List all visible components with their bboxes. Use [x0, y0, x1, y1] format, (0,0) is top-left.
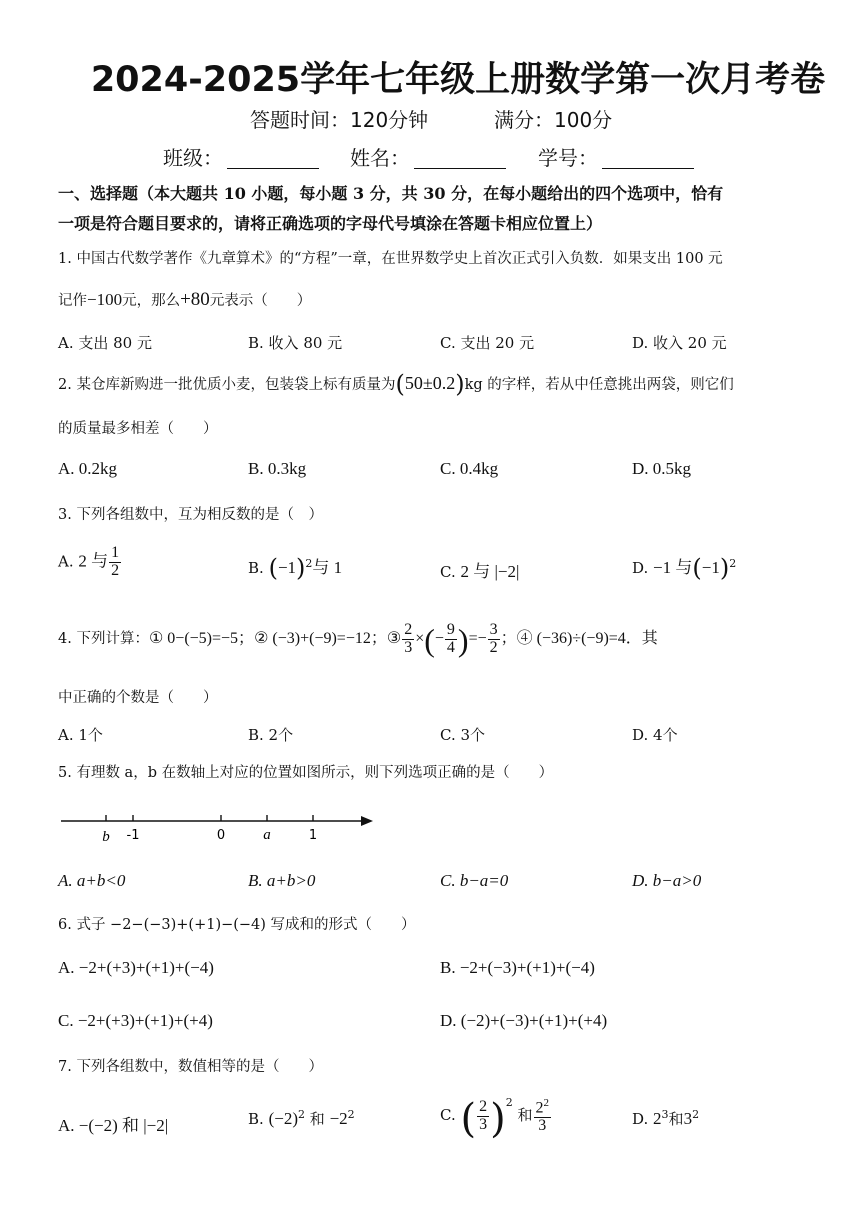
id-blank[interactable]: [602, 148, 694, 169]
q2-option-a[interactable]: A. 0.2kg: [58, 459, 118, 478]
q2-stem-line1: 2. 某仓库新购进一批优质小麦，包装袋上标有质量为(50±0.2)kg 的字样，若从中任意挑出两袋，则它们: [58, 370, 734, 398]
exam-score: 满分：100分: [494, 108, 613, 132]
name-field[interactable]: [350, 142, 506, 171]
q4-option-b[interactable]: B. 2个: [248, 726, 294, 744]
class-label: 班级：: [163, 146, 223, 170]
number-line: [55, 808, 385, 848]
q1-option-d[interactable]: D. 收入 20 元: [632, 334, 727, 352]
id-label: 学号：: [538, 146, 598, 170]
q2-option-d[interactable]: D. 0.5kg: [632, 459, 692, 478]
q3-option-c[interactable]: C. 2 与 |−2|: [440, 562, 520, 581]
class-field[interactable]: [163, 142, 319, 171]
q7-option-a[interactable]: A. −(−2) 和 |−2|: [58, 1116, 169, 1135]
axis-label-1: 1: [308, 828, 318, 843]
q1-mid: 元，那么: [122, 293, 181, 309]
number-line-arrow: [361, 816, 373, 826]
exam-title: 2024-2025学年七年级上册数学第一次月考卷: [90, 60, 826, 100]
id-field[interactable]: [538, 142, 694, 171]
name-blank[interactable]: [414, 148, 506, 169]
q5-stem: 5. 有理数 a，b 在数轴上对应的位置如图所示，则下列选项正确的是（ ）: [58, 765, 554, 781]
q2-pre: 2. 某仓库新购进一批优质小麦，包装袋上标有质量为: [58, 377, 396, 393]
q1-option-c[interactable]: C. 支出 20 元: [440, 334, 535, 352]
axis-label-a: a: [263, 827, 271, 843]
q7-option-d[interactable]: D. $2^3$和$3^2$: [632, 1108, 700, 1128]
q6-option-d[interactable]: D. (−2)+(−3)+(+1)+(+4): [440, 1011, 608, 1030]
q5-option-b[interactable]: B. a+b>0: [248, 871, 316, 890]
q7-option-b[interactable]: B. $(-2)^2$ 和 $-2^2$: [248, 1108, 355, 1128]
q4-stem-line1: 4. 下列计算：① 0−(−5)=−5；② (−3)+(−9)=−12；③ $\frac{2}{3}$ ×(− $\frac{9}{4}$ )=− $\frac{3}{2}$ ；④ (−36)÷(−9)=4．其: [58, 621, 658, 658]
q1-stem-line1: 1. 中国古代数学著作《九章算术》的“方程”一章，在世界数学史上首次正式引入负数．如果支出 100 元: [58, 251, 723, 267]
q4-calc-4: ④ (−36)÷(−9)=4．其: [516, 629, 658, 647]
axis-label-minus-1: -1: [126, 828, 140, 843]
q1-post: 元表示（ ）: [209, 293, 312, 309]
q1-pre: 记作: [58, 293, 87, 309]
axis-label-0: 0: [216, 828, 226, 843]
q3-option-b[interactable]: B. $(-1)^2$与 1: [248, 554, 343, 582]
q4-calc-1: ① 0−(−5)=−5；: [148, 629, 255, 647]
q4-calc-3: ③ $\frac{2}{3}$ ×(− $\frac{9}{4}$ )=− $\frac{3}{2}$ ；: [386, 621, 517, 658]
q5-option-d[interactable]: D. b−a>0: [632, 871, 702, 890]
q7-stem: 7. 下列各组数中，数值相等的是（ ）: [58, 1059, 323, 1075]
q6-option-a[interactable]: A. −2+(+3)+(+1)+(−4): [58, 958, 214, 977]
q3-option-a[interactable]: A. 2 与 $\frac{1}{2}$: [58, 544, 120, 579]
q1-pos-value: +80: [180, 289, 210, 310]
q7-option-c[interactable]: C. ( $\frac{2}{3}$ )$^2$ 和 $\frac{2^2}{3}$: [440, 1096, 550, 1142]
q4-calc-2: ② (−3)+(−9)=−12；: [254, 629, 387, 647]
q1-stem-line2: [58, 289, 311, 311]
q2-option-b[interactable]: B. 0.3kg: [248, 459, 307, 478]
q4-option-d[interactable]: D. 4个: [632, 726, 678, 744]
section-heading-line2: 一项是符合题目要求的，请将正确选项的字母代号填涂在答题卡相应位置上）: [58, 214, 603, 233]
q5-option-a[interactable]: A. a+b<0: [58, 871, 126, 890]
q3-option-d[interactable]: D. −1 与$(-1)^2$: [632, 554, 737, 582]
q2-option-c[interactable]: C. 0.4kg: [440, 459, 499, 478]
q1-option-b[interactable]: B. 收入 80 元: [248, 334, 343, 352]
axis-label-b: b: [102, 829, 110, 845]
q4-option-c[interactable]: C. 3个: [440, 726, 486, 744]
q1-option-a[interactable]: A. 支出 80 元: [58, 334, 152, 352]
section-heading-line1: 一、选择题（本大题共 10 小题，每小题 3 分，共 30 分，在每小题给出的四个选项中，恰有: [58, 184, 724, 203]
exam-time: 答题时间：120分钟: [250, 108, 429, 132]
q1-neg-value: −100: [87, 290, 123, 309]
q4-stem-line2: 中正确的个数是（ ）: [58, 690, 218, 706]
q3-fraction: $\frac{1}{2}$: [111, 544, 120, 579]
q6-option-b[interactable]: B. −2+(−3)+(+1)+(−4): [440, 958, 595, 977]
class-blank[interactable]: [227, 148, 319, 169]
q5-option-c[interactable]: C. b−a=0: [440, 871, 509, 890]
name-label: 姓名：: [350, 146, 410, 170]
q2-stem-line2: 的质量最多相差（ ）: [58, 421, 218, 437]
q2-post: kg 的字样，若从中任意挑出两袋，则它们: [464, 377, 734, 393]
q6-stem: 6. 式子 −2−(−3)+(+1)−(−4) 写成和的形式（ ）: [58, 917, 416, 933]
q4-option-a[interactable]: A. 1个: [58, 726, 103, 744]
q3-stem: 3. 下列各组数中，互为相反数的是（ ）: [58, 507, 323, 523]
q2-mass: 50±0.2: [404, 373, 456, 393]
q6-option-c[interactable]: C. −2+(+3)+(+1)+(+4): [58, 1011, 213, 1030]
